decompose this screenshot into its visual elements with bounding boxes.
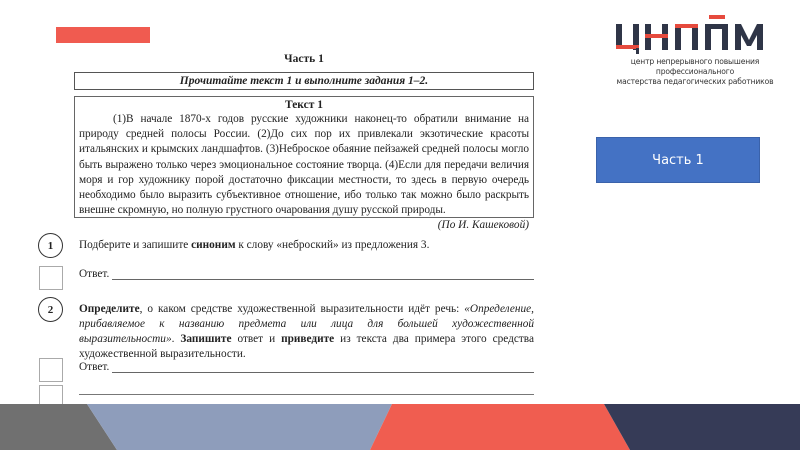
- task-text-part: к слову «неброский» из предложения 3.: [235, 239, 430, 251]
- task-text-part: из текста два примера этого средства художественной выразительности.: [79, 333, 534, 360]
- task-1-answer-label: Ответ.: [79, 268, 110, 280]
- logo-caption: [600, 57, 790, 87]
- reading-text-box: [74, 96, 534, 232]
- text-title: Текст 1: [284, 99, 324, 111]
- task-text-part: , о каком средстве художественной выразительности идёт речь:: [139, 303, 465, 315]
- task-text-part: синоним: [191, 239, 236, 251]
- task-1-answer-row: [79, 268, 534, 280]
- cnppm-logo-mark-icon: [614, 12, 764, 54]
- task-text-part: .: [171, 333, 181, 345]
- part-title: Часть 1: [284, 53, 324, 65]
- band-segment-red: [370, 404, 630, 450]
- task-2-answer-cell-1[interactable]: [39, 358, 63, 382]
- task-2-answer-row: [79, 361, 534, 373]
- text-source: (По И. Кашековой): [437, 219, 529, 232]
- bottom-decorative-band: [0, 404, 800, 450]
- part-1-button[interactable]: Часть 1: [596, 137, 760, 183]
- task-text-part: Подберите и запишите: [79, 239, 192, 251]
- task-text-part: «Определение, прибавляемое к названию предмета или лица для большей художественной выразительности»: [79, 303, 534, 345]
- task-2-text: [79, 302, 534, 362]
- cnppm-logo: [600, 10, 790, 86]
- task-text-part: Определите: [79, 303, 140, 315]
- task-number-2: 2: [38, 297, 63, 322]
- task-2-answer-label: Ответ.: [79, 361, 110, 373]
- text-body: (1)В начале 1870-х годов русские художники наконец-то обратили внимание на природу средней полосы России. (2)До сих пор их привлекали экзотические красоты итальянских и крымских ландшафтов. (3)Неброское обаяние пейзажей средней полосы могло быть выражено только через эмоциональное состояние творца. (4)Если для передачи величия моря и гор художнику порой достаточно фиксации местности, то здесь в первую очередь необходимо было выразить субъективное отношение, ибо только так можно было раскрыть внешне скромную, но полную грустного очарования душу русской природы.: [79, 113, 529, 217]
- task-2-answer-field[interactable]: [112, 363, 534, 373]
- task-2-answer-cell-2[interactable]: [39, 385, 63, 404]
- task-2-answer-line-2[interactable]: [79, 394, 534, 395]
- logo-caption-line2: мастерства педагогических работников: [616, 77, 774, 86]
- task-1-text: [79, 238, 534, 253]
- logo-caption-line1: центр непрерывного повышения профессионального: [630, 57, 760, 76]
- instruction-box: Прочитайте текст 1 и выполните задания 1–2.: [74, 72, 534, 90]
- task-text-part: приведите: [281, 333, 335, 345]
- task-text-part: Запишите: [180, 333, 232, 345]
- task-1-answer-field[interactable]: [112, 270, 534, 280]
- band-segment-navy: [604, 404, 800, 450]
- band-segment-blue: [87, 404, 392, 450]
- task-1-answer-cell[interactable]: [39, 266, 63, 290]
- task-text-part: ответ и: [231, 333, 282, 345]
- task-number-1: 1: [38, 233, 63, 258]
